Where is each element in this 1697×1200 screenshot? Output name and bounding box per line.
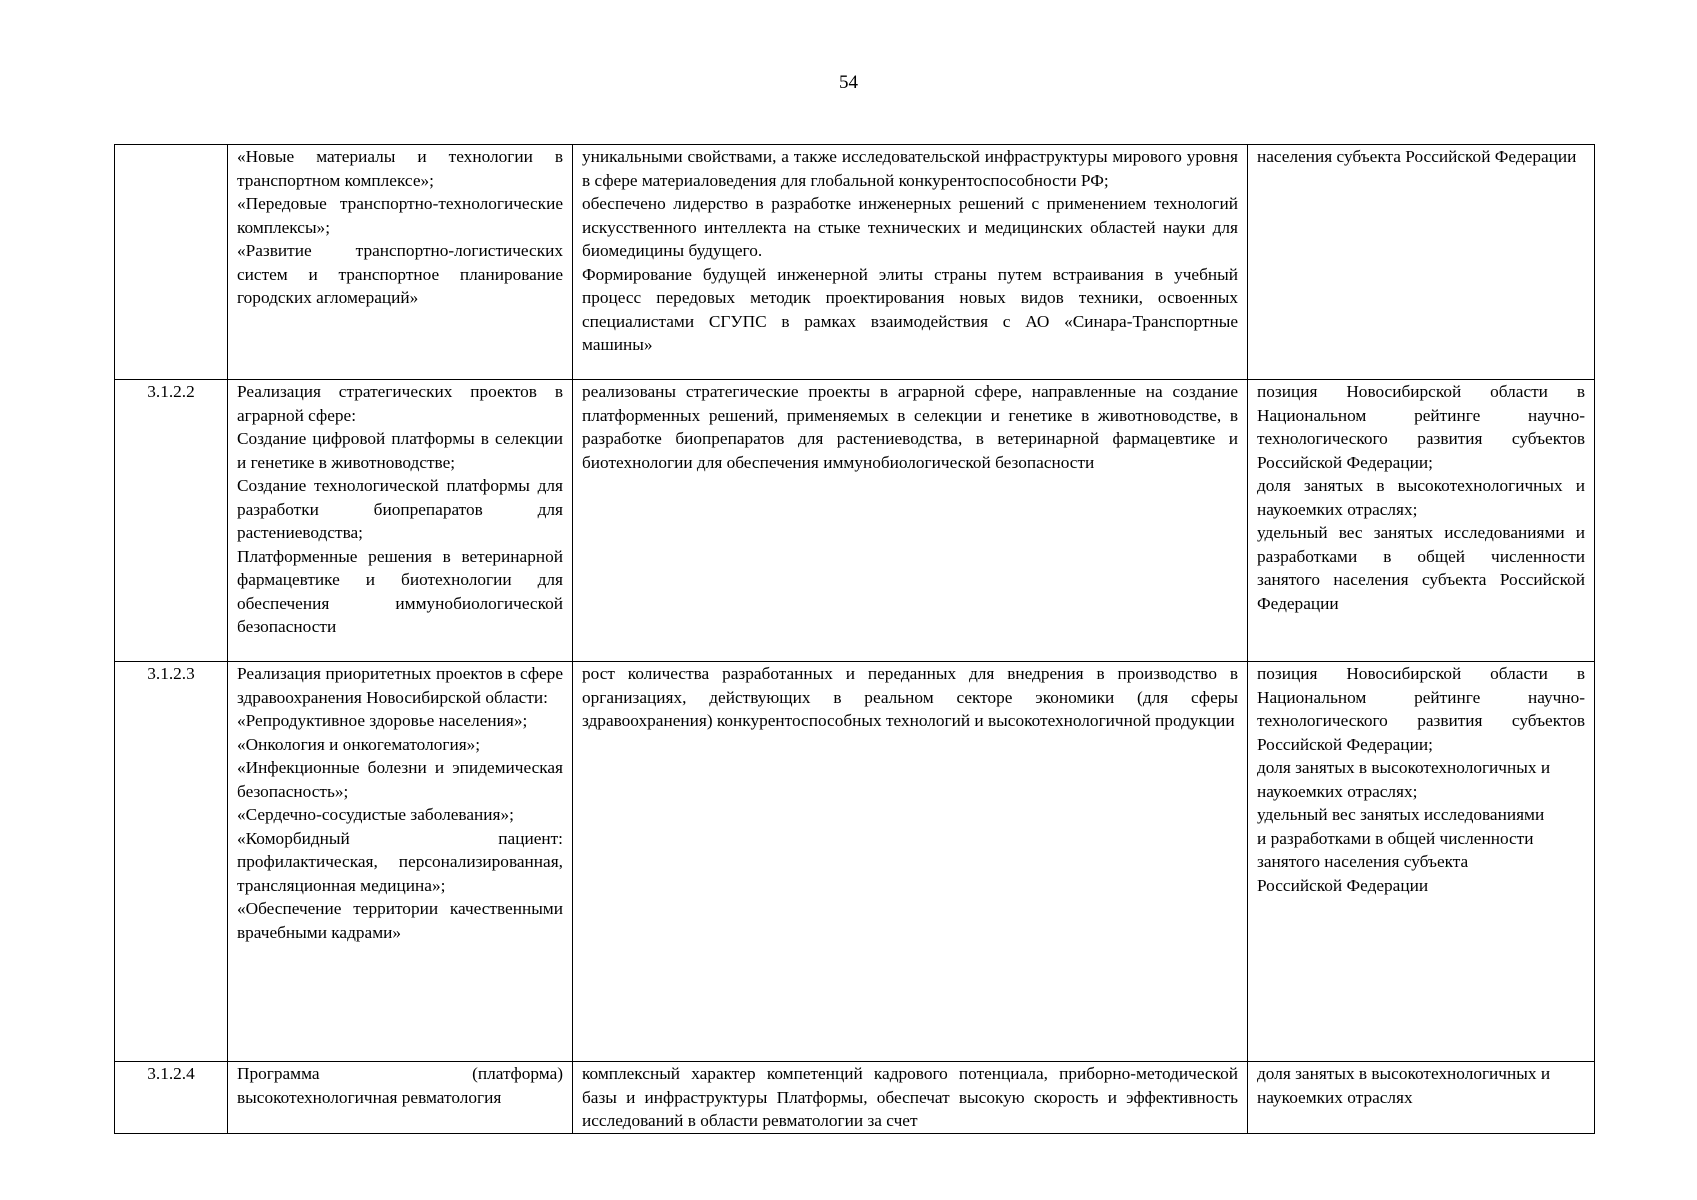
project-cell — [228, 662, 573, 1062]
result-cell — [573, 1062, 1248, 1134]
row-number-cell: 3.1.2.3 — [115, 662, 228, 1062]
project-line: «Онкология и онкогематология»; — [237, 734, 481, 754]
result-cell — [573, 380, 1248, 662]
project-cell — [228, 380, 573, 662]
result-line: комплексный характер компетенций кадрового потенциала, приборно-методической базы и инфраструктуры Платформы, обеспечат высокую скорость и эффективность исследований в области ревматологии за счет — [582, 1064, 1238, 1130]
result-line: обеспечено лидерство в разработке инженерных решений с применением технологий искусственного интеллекта на стыке технических и медицинских областей науки для биомедицины будущего. — [582, 194, 1238, 260]
project-cell — [228, 145, 573, 380]
table-row — [115, 380, 1595, 662]
table-row — [115, 145, 1595, 380]
indicator-line: доля занятых в высокотехнологичных и наукоемких отраслях; — [1257, 758, 1551, 801]
project-line: «Инфекционные болезни и эпидемическая безопасность»; — [237, 758, 563, 801]
project-line: «Сердечно-сосудистые заболевания»; — [237, 805, 514, 824]
result-cell — [573, 145, 1248, 380]
project-line: Создание технологической платформы для разработки биопрепаратов для растениеводства; — [237, 476, 563, 542]
measures-table — [114, 144, 1595, 1134]
indicators-cell — [1248, 145, 1595, 380]
table-row — [115, 1062, 1595, 1134]
project-line: Реализация приоритетных проектов в сфере здравоохранения Новосибирской области: — [237, 664, 563, 707]
project-line: «Новые материалы и технологии в транспортном комплексе»; — [237, 147, 563, 190]
indicator-line: доля занятых в высокотехнологичных и наукоемких отраслях; — [1257, 476, 1585, 519]
indicator-line: удельный вес занятых исследованиями и разработками в общей численности занятого населения субъекта Российской Федерации — [1257, 523, 1585, 613]
result-line: рост количества разработанных и переданных для внедрения в производство в организациях, действующих в реальном секторе экономики (для сферы здравоохранения) конкурентоспособных технологий и высокотехнологичной продукции — [582, 664, 1238, 730]
result-line: Формирование будущей инженерной элиты страны путем встраивания в учебный процесс передовых методик проектирования новых видов техники, освоенных специалистами СГУПС в рамках взаимодействия с АО «Синара-Транспортные машины» — [582, 264, 1238, 354]
project-line: «Передовые транспортно-технологические комплексы»; — [237, 194, 563, 237]
page-number: 54 — [839, 72, 858, 93]
indicator-line: удельный вес занятых исследованиями и разработками в общей численности занятого населения субъекта Российской Федерации — [1257, 805, 1545, 895]
indicators-cell — [1248, 1062, 1595, 1134]
indicators-cell — [1248, 380, 1595, 662]
result-cell — [573, 662, 1248, 1062]
table-row — [115, 662, 1595, 1062]
project-line: «Репродуктивное здоровье населения»; — [237, 711, 528, 730]
project-line: «Обеспечение территории качественными врачебными кадрами» — [237, 899, 563, 942]
indicator-line: населения субъекта Российской Федерации — [1257, 147, 1577, 166]
result-line: уникальными свойствами, а также исследовательской инфраструктуры мирового уровня в сфере материаловедения для глобальной конкурентоспособности РФ; — [582, 147, 1238, 190]
indicator-line: позиция Новосибирской области в Национальном рейтинге научно-технологического развития субъектов Российской Федерации; — [1257, 664, 1585, 754]
project-line: «Коморбидный пациент: профилактическая, персонализированная, трансляционная медицина»; — [237, 828, 563, 895]
row-number-cell: 3.1.2.2 — [115, 380, 228, 662]
result-line: реализованы стратегические проекты в аграрной сфере, направленные на создание платформенных решений, применяемых в селекции и генетике в животноводстве, в разработке биопрепаратов для растениеводства, в ветеринарной фармацевтике и биотехнологии для обеспечения иммунобиологической безопасности — [582, 382, 1238, 472]
project-line: Программа (платформа) высокотехнологичная ревматология — [237, 1064, 563, 1107]
indicator-line: позиция Новосибирской области в Национальном рейтинге научно-технологического развития субъектов Российской Федерации; — [1257, 382, 1585, 472]
project-cell — [228, 1062, 573, 1134]
project-line: Платформенные решения в ветеринарной фармацевтике и биотехнологии для обеспечения иммунобиологической безопасности — [237, 546, 563, 636]
row-number-cell: 3.1.2.4 — [115, 1062, 228, 1134]
project-line: Реализация стратегических проектов в аграрной сфере: — [237, 382, 563, 425]
project-line: Создание цифровой платформы в селекции и генетике в животноводстве; — [237, 429, 563, 472]
indicators-cell — [1248, 662, 1595, 1062]
row-number-cell — [115, 145, 228, 380]
indicator-line: доля занятых в высокотехнологичных и наукоемких отраслях — [1257, 1064, 1551, 1107]
project-line: «Развитие транспортно-логистических систем и транспортное планирование городских агломераций» — [237, 241, 563, 307]
